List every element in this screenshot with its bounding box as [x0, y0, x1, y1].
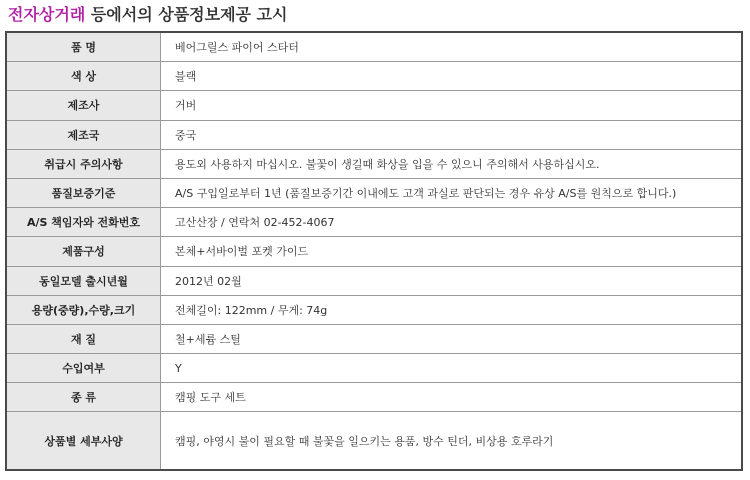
row-label: 품질보증기준	[7, 178, 161, 207]
page-title-rest: 등에서의 상품정보제공 고시	[85, 5, 288, 24]
table-row-warranty	[7, 178, 741, 207]
row-value: 거버	[161, 91, 742, 120]
table-row-material	[7, 324, 741, 353]
row-value: A/S 구입일로부터 1년 (품질보증기간 이내에도 고객 과실로 판단되는 경우 유상 A/S를 원칙으로 합니다.)	[161, 178, 742, 207]
row-value: 고산산장 / 연락처 02-452-4067	[161, 208, 742, 237]
row-label: 재 질	[7, 324, 161, 353]
row-label: 취급시 주의사항	[7, 149, 161, 178]
row-label: 색 상	[7, 62, 161, 91]
table-row-product-name	[7, 33, 741, 62]
row-label: 제품구성	[7, 237, 161, 266]
table-row-size	[7, 295, 741, 324]
table-row-manufacturer	[7, 91, 741, 120]
row-label: 용량(중량),수량,크기	[7, 295, 161, 324]
table-row-import	[7, 354, 741, 383]
row-value: 용도외 사용하지 마십시오. 불꽃이 생길때 화상을 입을 수 있으니 주의해서 사용하십시오.	[161, 149, 742, 178]
table-row-details	[7, 412, 741, 469]
table-row-type	[7, 383, 741, 412]
row-label: A/S 책임자와 전화번호	[7, 208, 161, 237]
row-label: 제조사	[7, 91, 161, 120]
page-title	[8, 4, 287, 26]
row-value: 2012년 02월	[161, 266, 742, 295]
table-row-country	[7, 120, 741, 149]
row-value: 철+세륨 스틸	[161, 324, 742, 353]
table-row-components	[7, 237, 741, 266]
table-row-color	[7, 62, 741, 91]
row-value: 전체길이: 122mm / 무게: 74g	[161, 295, 742, 324]
row-value: 본체+서바이벌 포켓 가이드	[161, 237, 742, 266]
row-value: 블랙	[161, 62, 742, 91]
row-value: Y	[161, 354, 742, 383]
row-label: 제조국	[7, 120, 161, 149]
row-label: 동일모델 출시년월	[7, 266, 161, 295]
row-label: 수입여부	[7, 354, 161, 383]
row-label: 종 류	[7, 383, 161, 412]
table-row-release-date	[7, 266, 741, 295]
row-label: 품 명	[7, 33, 161, 62]
row-value: 중국	[161, 120, 742, 149]
row-value: 캠핑 도구 세트	[161, 383, 742, 412]
page-title-highlight: 전자상거래	[8, 5, 86, 24]
table-row-as-contact	[7, 208, 741, 237]
row-value: 캠핑, 야영시 불이 필요할 때 불꽃을 일으키는 용품, 방수 틴더, 비상용 호루라기	[161, 412, 742, 469]
table-row-caution	[7, 149, 741, 178]
row-label: 상품별 세부사양	[7, 412, 161, 469]
row-value: 베어그릴스 파이어 스타터	[161, 33, 742, 62]
product-info-table	[5, 31, 743, 471]
